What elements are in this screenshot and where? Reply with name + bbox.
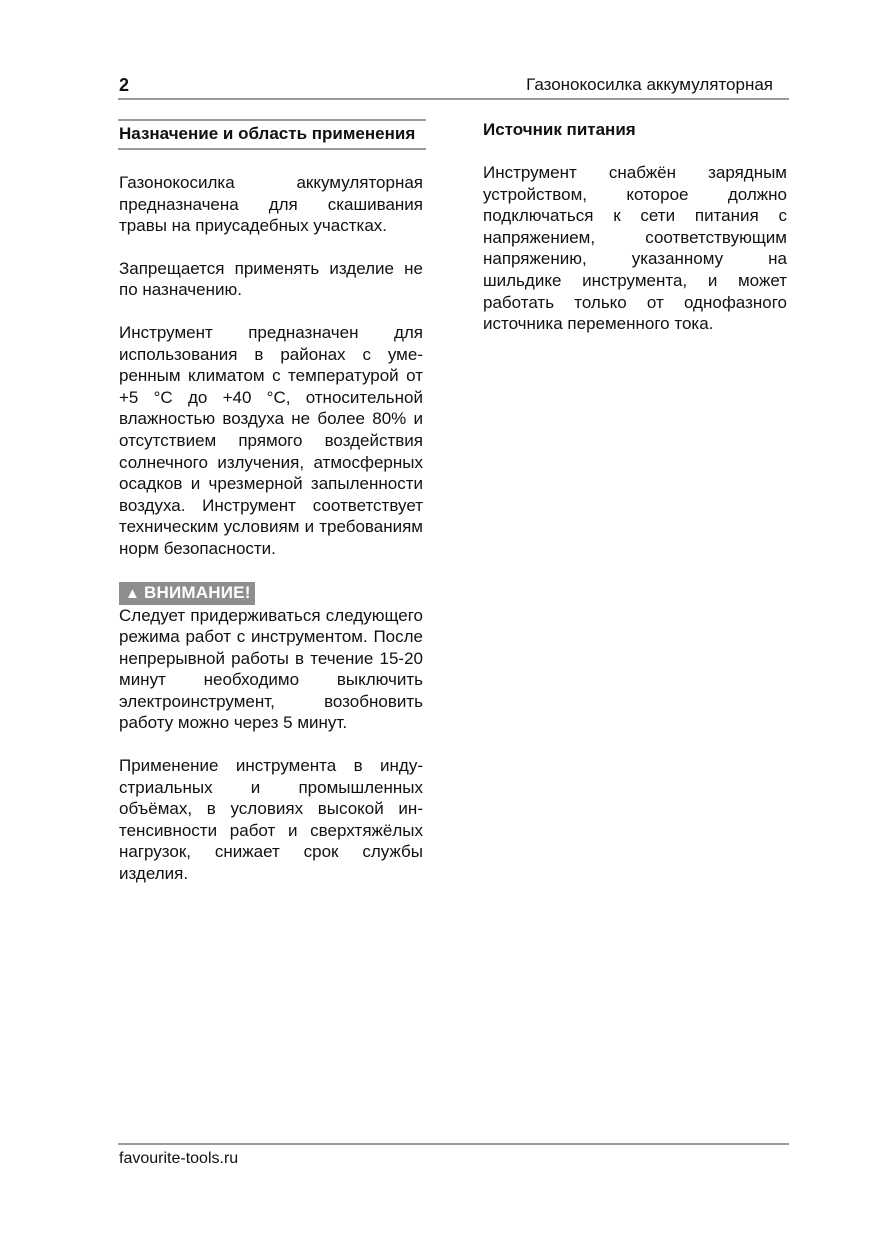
paragraph-operating-conditions: Инструмент предназначен для использования в районах с умеренным климатом с температурой от +5 °C до +40 °C, относительной влажностью воздуха не более 80% и отсутствием прямого воздействия солнечного излучения, атмосферных осадков и чрезмерной запыленности воздуха. Инструмент соответствует техническим условиям и требованиям норм безопасности. [119, 322, 423, 558]
left-column [119, 119, 423, 885]
page-number: 2 [119, 75, 130, 95]
warning-text: Следует придерживаться следующего режима работ с инструментом. После непрерывной работы в течение 15-20 минут необходимо выключить электроинструмент, возобновить работу можно через 5 минут. [119, 605, 423, 733]
section-heading-power-source: Источник питания [483, 120, 636, 139]
warning-triangle-icon: ▲ [125, 584, 141, 602]
warning-label: ВНИМАНИЕ! [144, 582, 251, 602]
warning-badge [119, 582, 255, 605]
running-title: Газонокосилка аккумуляторная [526, 75, 773, 94]
right-column [483, 118, 787, 335]
paragraph-purpose: Газонокосилка аккумуляторная предназначена для скашивания травы на приусадебных участках. [119, 173, 423, 236]
paragraph-prohibition: Запрещается применять изделие не по назначению. [119, 258, 423, 300]
footer-divider [118, 1143, 789, 1145]
paragraph-power-source: Инструмент снабжён зарядным устройством, которое должно подключаться к сети питания с напряжением, соответствующим напряжению, указанному на шильдике инструмента, и может работать только от однофазного источника переменного тока. [483, 163, 787, 334]
footer-website: favourite-tools.ru [119, 1150, 239, 1167]
header-divider [118, 98, 789, 100]
paragraph-industrial-use: Применение инструмента в индустриальных и промышленных объёмах, в условиях высокой интенсивности работ и сверхтяжёлых нагрузок, снижает срок службы изделия. [119, 756, 423, 884]
section-heading-purpose: Назначение и область применения [118, 119, 426, 150]
